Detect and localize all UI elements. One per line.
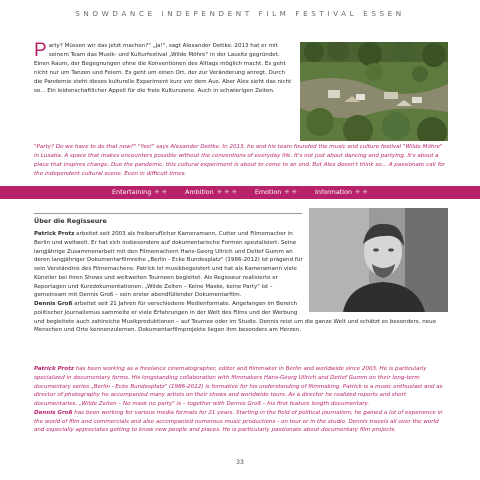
tag-ambition: Ambition ✳ ✳ ✳ (185, 188, 237, 196)
bio-en-paragraph-gross (34, 409, 448, 435)
tag-emotion: Emotion ✳ ✳ (254, 188, 298, 196)
director-name: Dennis Groß (34, 301, 73, 307)
tag-information: Information ✳ ✳ (315, 188, 368, 196)
star-rating-icon: ✳ ✳ (355, 188, 368, 196)
bio-text: has been working as a freelance cinematographer, editor and filmmaker in Berlin and worldwide since 2003. He is particularly specialized in documentary forms. His longstanding collaboration with filmmakers Hans-Georg Ullrich and Detlef Gumm on their long-term documentary series „Berlin - Ecke Bundesplatz" (1986-2012) is formative for his understanding of filmmaking. Patrick is a music enthusiast and as director of photography he accompanied many artists on their shows and worldwide tours. As a director he realized reports and short documentaries. „Wilde Zeiten – No mask no party" is – together with Dennis Groß – his first feature length documentary. (34, 366, 443, 407)
tag-entertaining: Entertaining ✳ ✳ (112, 188, 168, 196)
section-title-directors: Über die Regisseure (34, 213, 302, 225)
bio-text: arbeitet seit 21 Jahren für verschiedene Medienformate. Angefangen im Bereich politischer Journalismus sammelte er viele Erfahrungen in der Welt des Films und der Werbung und begleitete auch zahlreiche Musikproduktionen – auf Tournee oder im Studio. Dennis reist um die ganze Welt und schätzt es besonders, neue Menschen und Orte kennenzulernen. Dokumentarfilmprojekte liegen ihm besonders am Herzen. (34, 301, 437, 334)
intro-german (34, 42, 292, 95)
star-rating-icon: ✳ ✳ (154, 188, 168, 196)
director-name: Patrick Protz (34, 366, 74, 372)
bio-en-paragraph-protz (34, 365, 448, 409)
director-name: Dennis Groß (34, 409, 73, 416)
bio-text: has been working for various media formats for 21 years. Starting in the field of political journalism, he gained a lot of experience in the world of film and commercials and also accompanied numerous music productions - on tour or in the studio. Dennis travels all over the world and especially appreciates getting to know new people and places. He is particularly passionate about documentary film projects. (34, 409, 443, 434)
festival-header: SNOWDANCE INDEPENDENT FILM FESTIVAL ESSEN (75, 9, 405, 18)
drop-cap: P (34, 40, 47, 61)
page-number: 33 (236, 459, 244, 466)
bio-de-paragraph-gross (34, 300, 448, 335)
bio-de-paragraph-protz (34, 230, 448, 300)
star-rating-icon: ✳ ✳ ✳ (216, 188, 237, 196)
intro-german-text: arty? Müssen wir das jetzt machen?" „Ja!", sagt Alexander Dettke. 2013 hat er mit seinem Team das Musik- und Kulturfestival „Wilde Möhre" in der Lausitz gegründet. Einen Raum, der Begegnungen ohne die Konventionen des Alltags möglich macht. Es geht nicht nur um Tanzen und Feiern. Es geht um einen Ort, der zur Veränderung anregt. Durch die Pandemie steht dieses kulturelle Experiment kurz vor dem Aus. Aber Alex sieht das nicht so... Ein leidenschaftlicher Appell für die freie Kulturszene. Auch in schwierigen Zeiten. (34, 43, 292, 94)
intro-english: "Party? Do we have to do that now?" "Yes!" says Alexander Dettke. In 2013, he and his team founded the music and culture festival "Wilde Möhre" in Lusatia. A space that makes encounters possible without the conventions of everyday life. It's not just about dancing and partying. It's about a place that inspires change. Due the pandemic, this cultural experiment is about to come to an end. But Alex doesn't think so... A passionate call for the independent cultural scene. Even in difficult times. (34, 144, 446, 177)
director-name: Patrick Protz (34, 231, 75, 237)
rating-tag-bar (0, 186, 480, 199)
directors-bio-german (34, 230, 448, 335)
star-rating-icon: ✳ ✳ (284, 188, 298, 196)
bio-text: arbeitet seit 2003 als freiberuflicher Kameramann, Cutter und Filmemacher in Berlin und weltweit. Er hat sich insbesondere auf dokumentarische Formen spezialisiert. Seine langjährige Zusammenarbeit mit den Filmemachern Hans-Georg Ullrich und Detlef Gumm an deren langjähriger Dokumentarfilmreihe „Berlin - Ecke Bundesplatz" (1986-2012) ist prägend für sein Verständnis des Filmemachens. Patrick ist musikbegeistert und hat als Kameramann viele Künstler bei ihren Shows und weltweiten Tourneen begleitet. Als Regisseur realisierte er Reportagen und Kurzdokumentationen. „Wilde Zeiten – Keine Maske, keine Party" ist – gemeinsam mit Dennis Groß – sein erster abendfüllender Dokumentarfilm. (34, 231, 303, 299)
directors-bio-english (34, 365, 448, 435)
festival-aerial-photo (300, 42, 448, 141)
